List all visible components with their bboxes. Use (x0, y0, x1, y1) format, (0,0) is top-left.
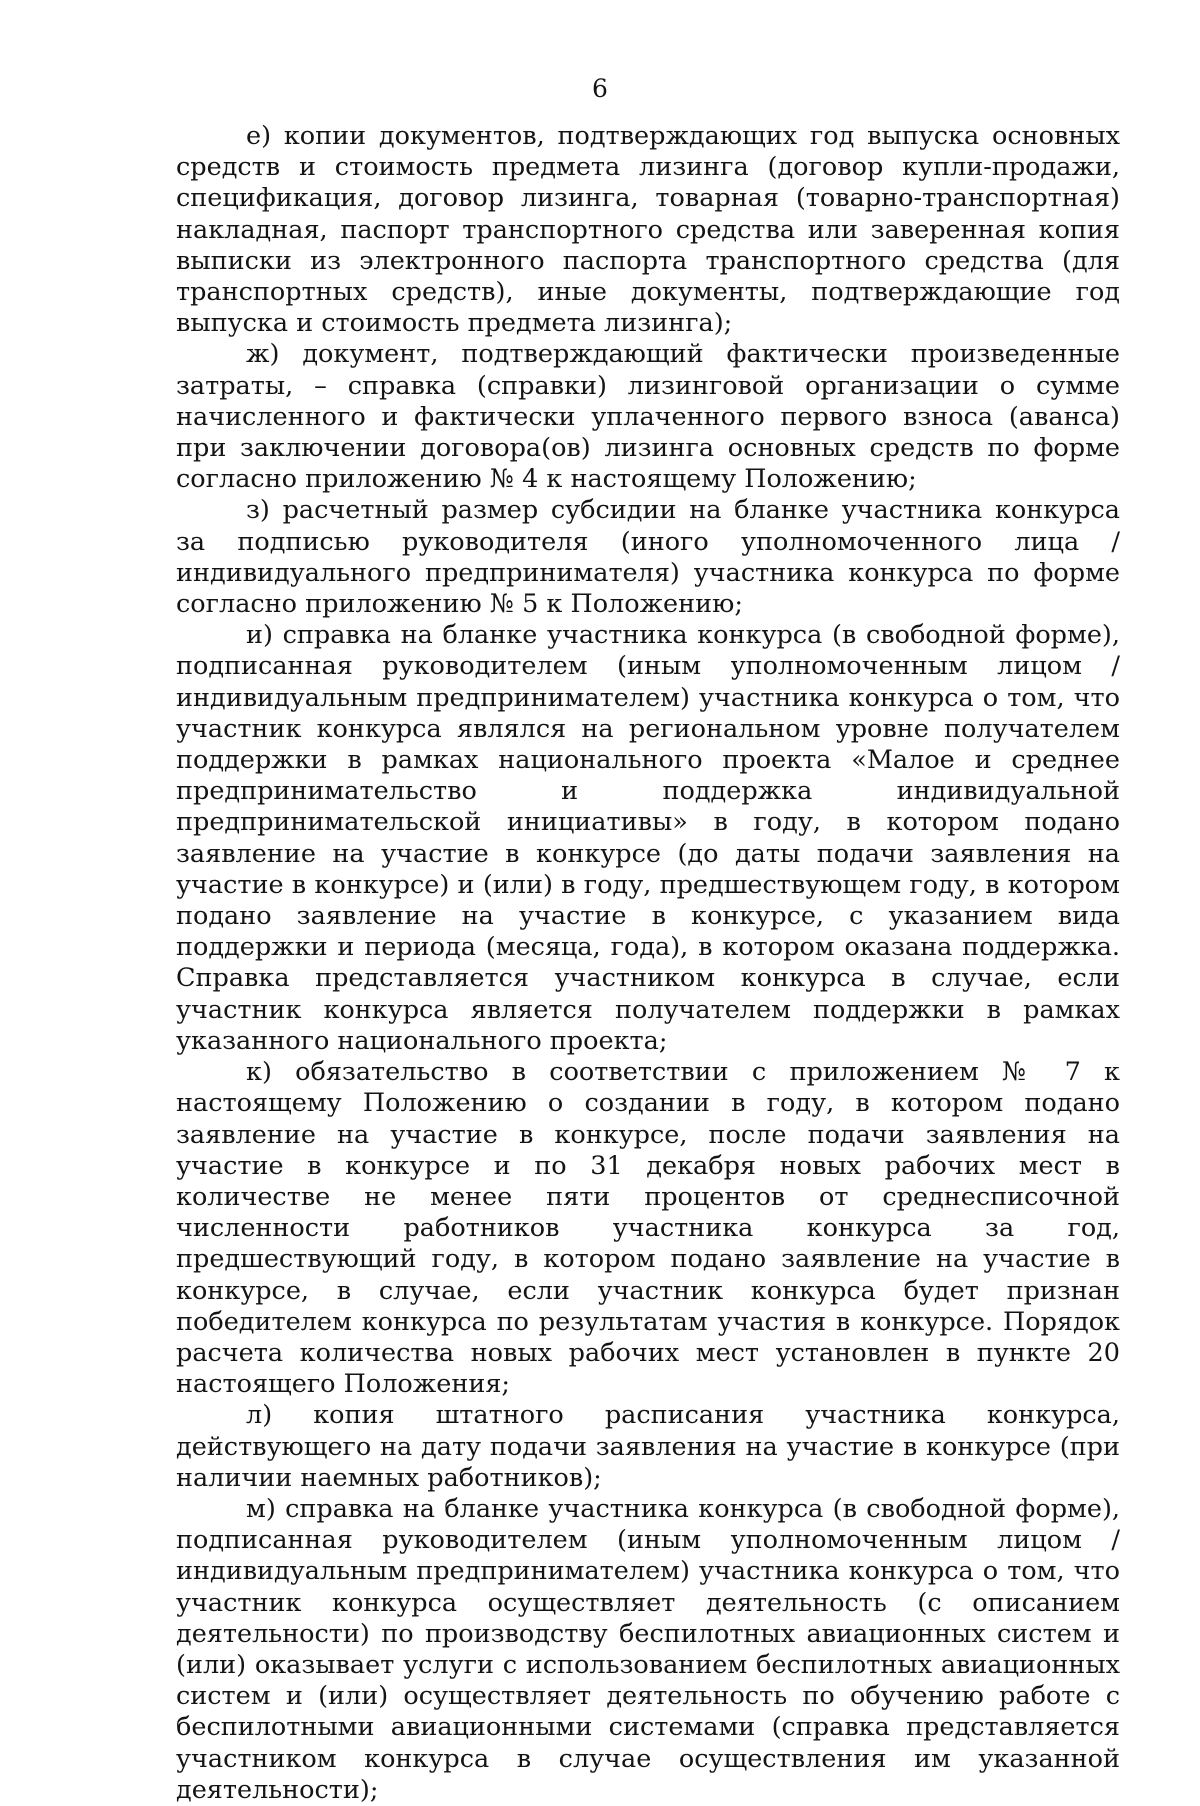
paragraph-item-e: е) копии документов, подтверждающих год выпуска основных средств и стоимость предмета лизинга (договор купли-продажи, спецификация, договор лизинга, товарная (товарно-транспортная) накладная, паспорт транспортного средства или заверенная копия выписки из электронного паспорта транспортного средства (для транспортных средств), иные документы, подтверждающие год выпуска и стоимость предмета лизинга); (176, 121, 1120, 339)
paragraph-item-zh: ж) документ, подтверждающий фактически произведенные затраты, – справка (справки) лизинговой организации о сумме начисленного и фактически уплаченного первого взноса (аванса) при заключении договора(ов) лизинга основных средств по форме согласно приложению № 4 к настоящему Положению; (176, 339, 1120, 495)
paragraph-item-k: к) обязательство в соответствии с приложением № 7 к настоящему Положению о создании в году, в котором подано заявление на участие в конкурсе, после подачи заявления на участие в конкурсе и по 31 декабря новых рабочих мест в количестве не менее пяти процентов от среднесписочной численности работников участника конкурса за год, предшествующий году, в котором подано заявление на участие в конкурсе, в случае, если участник конкурса будет признан победителем конкурса по результатам участия в конкурсе. Порядок расчета количества новых рабочих мест установлен в пункте 20 настоящего Положения; (176, 1057, 1120, 1400)
paragraph-item-l: л) копия штатного расписания участника конкурса, действующего на дату подачи заявления на участие в конкурсе (при наличии наемных работников); (176, 1400, 1120, 1493)
paragraph-item-i: и) справка на бланке участника конкурса (в свободной форме), подписанная руководителем (иным уполномоченным лицом / индивидуальным предпринимателем) участника конкурса о том, что участник конкурса являлся на региональном уровне получателем поддержки в рамках национального проекта «Малое и среднее предпринимательство и поддержка индивидуальной предпринимательской инициативы» в году, в котором подано заявление на участие в конкурсе (до даты подачи заявления на участие в конкурсе) и (или) в году, предшествующем году, в котором подано заявление на участие в конкурсе, с указанием вида поддержки и периода (месяца, года), в котором оказана поддержка. Справка представляется участником конкурса в случае, если участник конкурса является получателем поддержки в рамках указанного национального проекта; (176, 620, 1120, 1056)
paragraph-item-z: з) расчетный размер субсидии на бланке участника конкурса за подписью руководителя (иного уполномоченного лица / индивидуального предпринимателя) участника конкурса по форме согласно приложению № 5 к Положению; (176, 495, 1120, 620)
paragraph-item-m: м) справка на бланке участника конкурса (в свободной форме), подписанная руководителем (иным уполномоченным лицом / индивидуальным предпринимателем) участника конкурса о том, что участник конкурса осуществляет деятельность (с описанием деятельности) по производству беспилотных авиационных систем и (или) оказывает услуги с использованием беспилотных авиационных систем и (или) осуществляет деятельность по обучению работе с беспилотными авиационными системами (справка представляется участником конкурса в случае осуществления им указанной деятельности); (176, 1493, 1120, 1805)
page-number: 6 (592, 74, 608, 103)
document-body (176, 121, 1120, 1806)
